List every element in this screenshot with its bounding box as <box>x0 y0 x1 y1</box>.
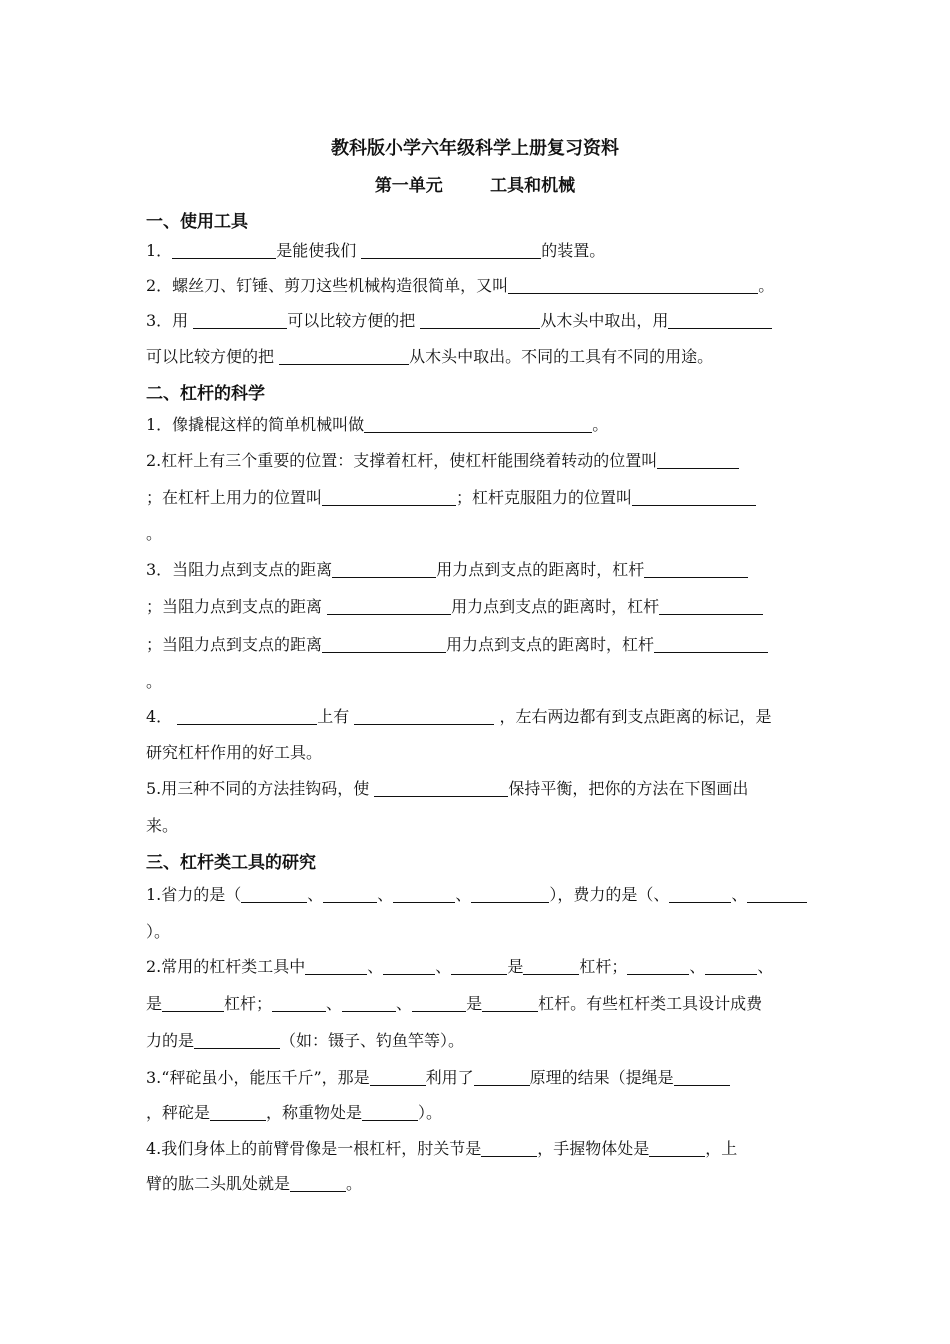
question-line: 2.常用的杠杆类工具中 、 、 是 杠杆； 、 、 <box>146 957 774 976</box>
answer-blank[interactable] <box>668 310 772 329</box>
question-line: 4.我们身体上的前臂骨像是一根杠杆，肘关节是 ，手握物体处是 ，上 <box>146 1139 738 1158</box>
question-line: 。 <box>146 524 163 543</box>
answer-blank[interactable] <box>649 1138 705 1157</box>
question-line: 3．用 可以比较方便的把 从木头中取出，用 <box>146 309 836 333</box>
answer-blank[interactable] <box>322 487 456 506</box>
question-line: ；当阻力点到支点的距离 用力点到支点的距离时，杠杆 <box>146 595 836 619</box>
question-line: 可以比较方便的把 从木头中取出。不同的工具有不同的用途。 <box>146 347 714 366</box>
answer-blank[interactable] <box>342 993 396 1012</box>
page-title: 教科版小学六年级科学上册复习资料 <box>331 138 619 159</box>
unit-title: 第一单元 工具和机械 <box>374 176 576 196</box>
question-line: ；在杠杆上用力的位置叫 ；杠杆克服阻力的位置叫 <box>146 486 836 510</box>
answer-blank[interactable] <box>194 1030 280 1049</box>
answer-blank[interactable] <box>241 884 307 903</box>
answer-blank[interactable] <box>659 596 763 615</box>
answer-blank[interactable] <box>508 275 758 294</box>
answer-blank[interactable] <box>747 884 807 903</box>
section-heading: 一、使用工具 <box>146 212 248 232</box>
question-line: ，秤砣是 ，称重物处是 ）。 <box>146 1103 443 1122</box>
answer-blank[interactable] <box>305 956 367 975</box>
answer-blank[interactable] <box>632 487 756 506</box>
answer-blank[interactable] <box>327 596 451 615</box>
question-line: 来。 <box>146 816 179 835</box>
question-line: 1.省力的是（ 、 、 、 ），费力的是（、 、 <box>146 883 836 907</box>
answer-blank[interactable] <box>361 240 541 259</box>
answer-blank[interactable] <box>272 993 326 1012</box>
answer-blank[interactable] <box>471 884 549 903</box>
question-line: 1．像撬棍这样的简单机械叫做 。 <box>146 415 609 434</box>
answer-blank[interactable] <box>669 884 731 903</box>
question-line: ；当阻力点到支点的距离 用力点到支点的距离时，杠杆 <box>146 633 836 657</box>
answer-blank[interactable] <box>654 634 768 653</box>
answer-blank[interactable] <box>322 634 446 653</box>
answer-blank[interactable] <box>332 559 436 578</box>
question-line: 。 <box>146 672 163 691</box>
answer-blank[interactable] <box>627 956 689 975</box>
answer-blank[interactable] <box>193 310 287 329</box>
section-heading: 三、杠杆类工具的研究 <box>146 853 316 873</box>
answer-blank[interactable] <box>412 993 466 1012</box>
answer-blank[interactable] <box>172 240 276 259</box>
answer-blank[interactable] <box>523 956 579 975</box>
question-line: 2.杠杆上有三个重要的位置：支撑着杠杆，使杠杆能围绕着转动的位置叫 <box>146 449 836 473</box>
answer-blank[interactable] <box>674 1067 730 1086</box>
section-heading: 二、杠杆的科学 <box>146 384 265 404</box>
answer-blank[interactable] <box>474 1067 530 1086</box>
question-line: 2．螺丝刀、钉锤、剪刀这些机械构造很简单，又叫 。 <box>146 276 775 295</box>
question-line: 5.用三种不同的方法挂钩码，使 保持平衡，把你的方法在下图画出 <box>146 779 749 798</box>
answer-blank[interactable] <box>162 993 224 1012</box>
answer-blank[interactable] <box>290 1173 346 1192</box>
answer-blank[interactable] <box>323 884 377 903</box>
answer-blank[interactable] <box>210 1102 266 1121</box>
question-line: 是 杠杆； 、 、 是 杠杆。有些杠杆类工具设计成费 <box>146 994 763 1013</box>
question-line: 3．当阻力点到支点的距离 用力点到支点的距离时，杠杆 <box>146 558 836 582</box>
answer-blank[interactable] <box>420 310 540 329</box>
answer-blank[interactable] <box>362 1102 418 1121</box>
answer-blank[interactable] <box>364 414 592 433</box>
question-line: 3.“秤砣虽小，能压千斤”，那是 利用了 原理的结果（提绳是 <box>146 1066 836 1090</box>
answer-blank[interactable] <box>393 884 455 903</box>
answer-blank[interactable] <box>644 559 748 578</box>
answer-blank[interactable] <box>657 450 739 469</box>
answer-blank[interactable] <box>482 993 538 1012</box>
answer-blank[interactable] <box>370 1067 426 1086</box>
question-line: 1． 是能使我们 的装置。 <box>146 241 606 260</box>
answer-blank[interactable] <box>383 956 435 975</box>
answer-blank[interactable] <box>451 956 507 975</box>
question-line: 4． 上有 ，左右两边都有到支点距离的标记，是 <box>146 707 772 726</box>
question-line: ）。 <box>146 922 171 941</box>
answer-blank[interactable] <box>705 956 757 975</box>
answer-blank[interactable] <box>481 1138 537 1157</box>
answer-blank[interactable] <box>177 706 317 725</box>
answer-blank[interactable] <box>374 778 508 797</box>
question-line: 力的是 （如：镊子、钓鱼竿等）。 <box>146 1031 465 1050</box>
answer-blank[interactable] <box>354 706 494 725</box>
answer-blank[interactable] <box>279 346 409 365</box>
question-line: 研究杠杆作用的好工具。 <box>146 743 323 762</box>
question-line: 臂的肱二头肌处就是 。 <box>146 1174 363 1193</box>
